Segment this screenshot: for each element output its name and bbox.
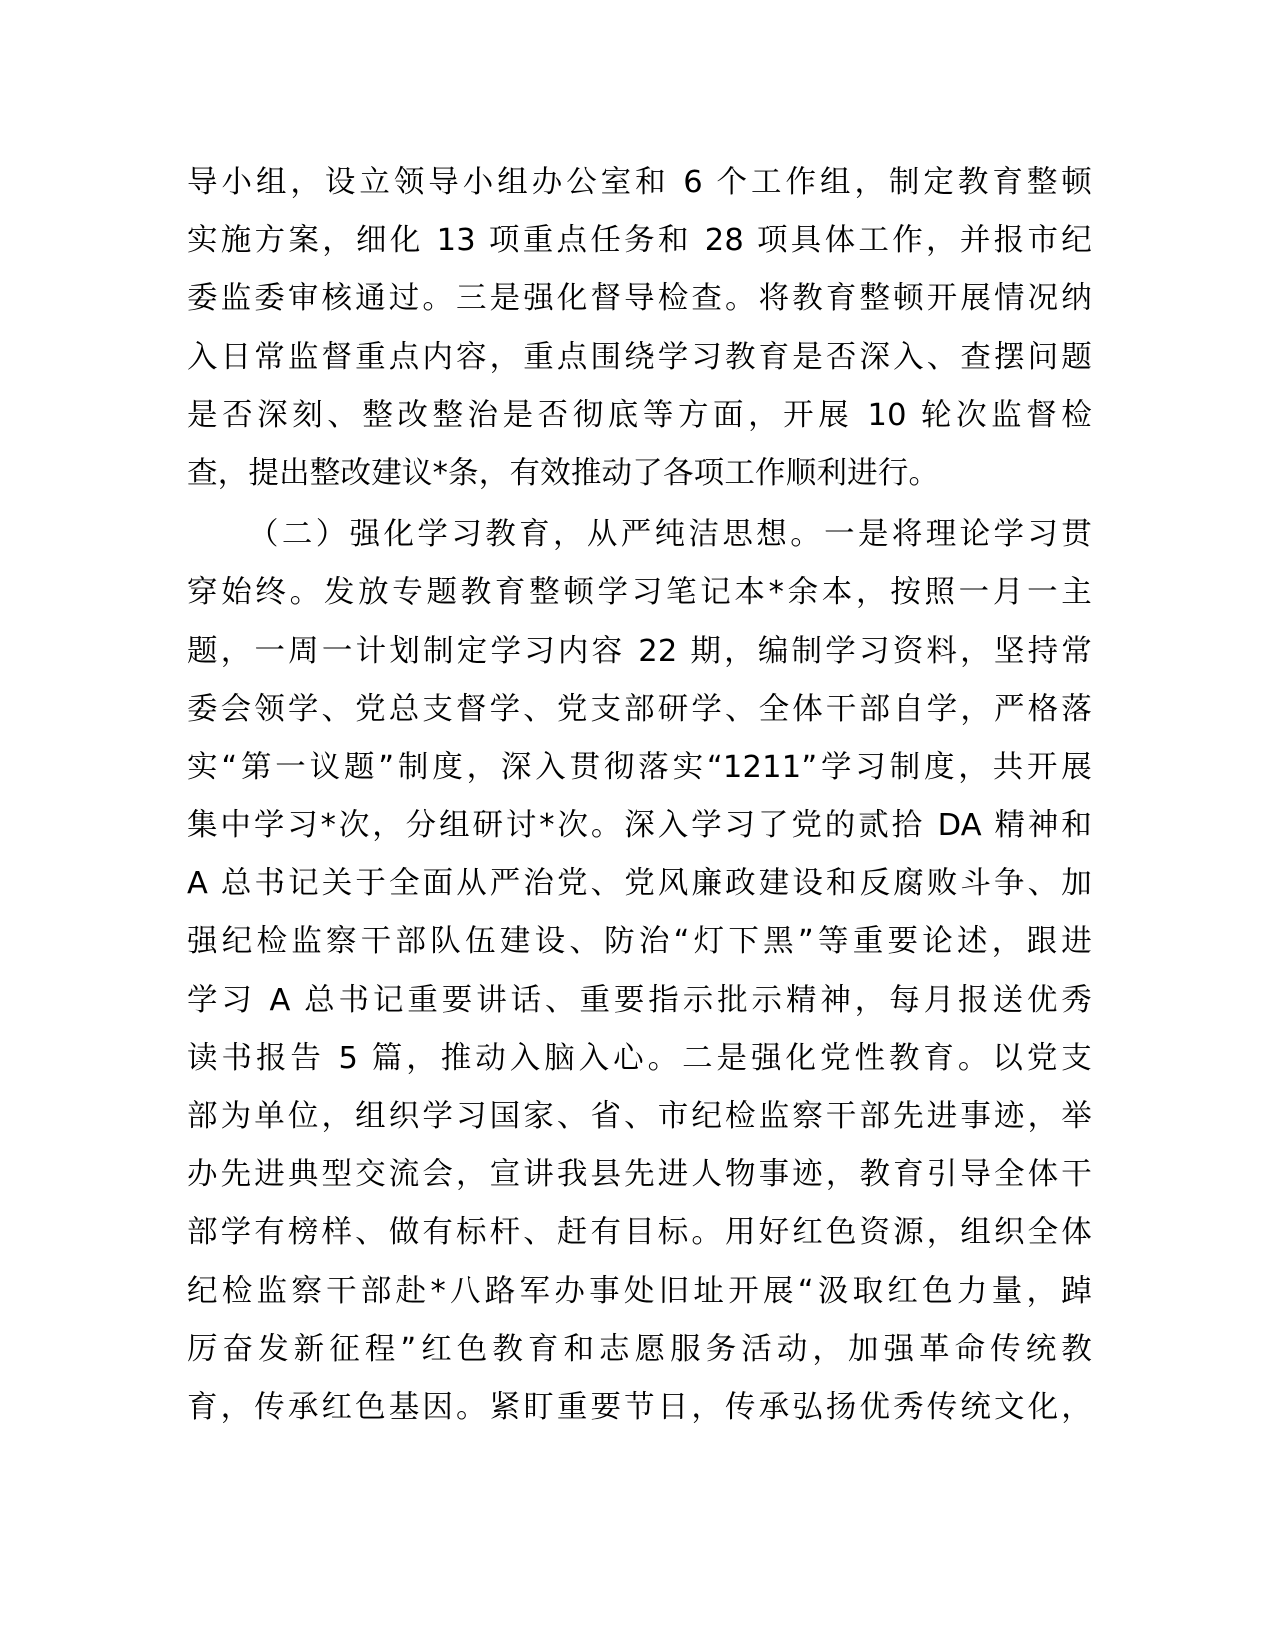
text-line: 读书报告 5 篇，推动入脑入心。二是强化党性教育。以党支 bbox=[187, 1040, 1092, 1076]
text-line: 办先进典型交流会，宣讲我县先进人物事迹，教育引导全体干 bbox=[187, 1157, 1092, 1193]
text-line: （二）强化学习教育，从严纯洁思想。一是将理论学习贯 bbox=[248, 517, 1092, 553]
text-line: 实施方案，细化 13 项重点任务和 28 项具体工作，并报市纪 bbox=[187, 223, 1092, 259]
paragraph-1 bbox=[187, 154, 1092, 503]
text-line: 部为单位，组织学习国家、省、市纪检监察干部先进事迹，举 bbox=[187, 1099, 1092, 1134]
text-line: 集中学习*次，分组研讨*次。深入学习了党的贰拾 DA 精神和 bbox=[187, 808, 1092, 844]
text-line: 部学有榜样、做有标杆、赶有目标。用好红色资源，组织全体 bbox=[187, 1215, 1092, 1251]
text-line: 导小组，设立领导小组办公室和 6 个工作组，制定教育整顿 bbox=[187, 165, 1092, 200]
text-line: 厉奋发新征程”红色教育和志愿服务活动，加强革命传统教 bbox=[187, 1331, 1092, 1367]
text-line: 纪检监察干部赴*八路军办事处旧址开展“汲取红色力量，踔 bbox=[187, 1273, 1092, 1309]
document-body bbox=[187, 154, 1092, 1437]
text-line: 委监委审核通过。三是强化督导检查。将教育整顿开展情况纳 bbox=[187, 281, 1092, 317]
text-line: 强纪检监察干部队伍建设、防治“灯下黑”等重要论述，跟进 bbox=[187, 924, 1092, 960]
text-line: 穿始终。发放专题教育整顿学习笔记本*余本，按照一月一主 bbox=[187, 575, 1092, 611]
text-line: 实“第一议题”制度，深入贯彻落实“1211”学习制度，共开展 bbox=[187, 749, 1092, 785]
text-line: 委会领学、党总支督学、党支部研学、全体干部自学，严格落 bbox=[187, 691, 1092, 727]
text-line: 育，传承红色基因。紧盯重要节日，传承弘扬优秀传统文化， bbox=[187, 1389, 1092, 1425]
text-line: 是否深刻、整改整治是否彻底等方面，开展 10 轮次监督检 bbox=[187, 397, 1092, 433]
text-line: 题，一周一计划制定学习内容 22 期，编制学习资料，坚持常 bbox=[187, 633, 1092, 669]
text-line: 学习 A 总书记重要讲话、重要指示批示精神，每月报送优秀 bbox=[187, 982, 1092, 1018]
text-line: 入日常监督重点内容，重点围绕学习教育是否深入、查摆问题 bbox=[187, 339, 1092, 375]
paragraph-2 bbox=[187, 506, 1092, 1437]
text-line: A 总书记关于全面从严治党、党风廉政建设和反腐败斗争、加 bbox=[187, 866, 1092, 902]
text-line: 查，提出整改建议*条，有效推动了各项工作顺利进行。 bbox=[187, 455, 940, 491]
